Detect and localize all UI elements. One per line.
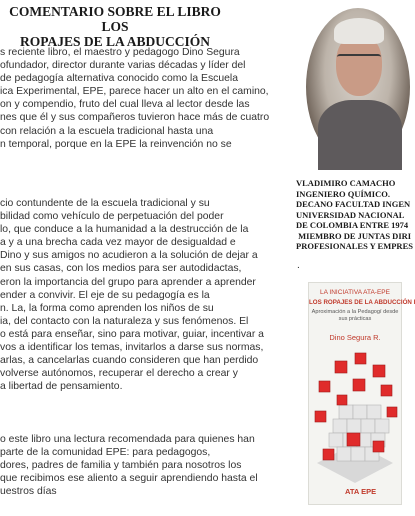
cubes-illustration (309, 345, 401, 485)
paragraph-intro: s reciente libro, el maestro y pedagogo Dino Segura ofundador, director durante varias décadas y líder del de pedagogía alternativa conocido como la Escuela ica Experimental, EPE, parece hacer un alto en el camino, on y compendio, fruto del cual lleva al lector desde las nes que él y sus compañeros tuvieron hace más de cuatro con relación a la escuela tradicional hasta una n temporal, porque en la EPE la reinvención no se (0, 47, 270, 150)
paragraph-critique: cio contundente de la escuela tradicional y su bilidad como vehículo de perpetuación del poder lo, que conduce a la humanidad a la destrucción de la a y a una brecha cada vez mayor de desigualdad e Dino y sus amigos no acudieron a la solución de dejar a en sus casas, con los medios para ser autodidactas, eron la importancia del grupo para aprender a aprender ender a convivir. El eje de su pedagogía es la n. La, la forma como aprenden los niños de su ia, del contacto con la naturaleza y sus fenómenos. El o está para enseñar, sino para motivar, guiar, incentivar a vos a identificar los temas, invitarlos a darse sus normas, arlas, a cancelarlas cuando consideren que han perdido volverse autónomos, recuperar el derecho a crear y a libertad de pensamiento. (0, 198, 264, 393)
bio-dot: . (297, 260, 300, 271)
book-publisher-logo (345, 487, 376, 496)
book-subtitle: Aproximación a la Pedagogí desde sus prácticas (311, 309, 399, 322)
paragraph-recommendation: o este libro una lectura recomendada para quienes han parte de la comunidad EPE: para pedagogos, dores, padres de familia y también para nosotros los que recibimos ese aliento a seguir aprendiendo hasta el uestros días (0, 434, 258, 498)
bio-line: MIEMBRO DE JUNTAS DIRI (296, 230, 412, 241)
article-title-line-1: COMENTARIO SOBRE EL LIBRO LOS (9, 4, 221, 34)
bio-line: VLADIMIRO CAMACHO (296, 178, 396, 188)
author-portrait (306, 8, 410, 166)
article-title-line-2: ROPAJES DE LA ABDUCCIÓN (20, 34, 210, 49)
bio-line: DECANO FACULTAD INGEN (296, 199, 411, 209)
book-title: LOS ROPAJES DE LA ABDUCCIÓN I (309, 299, 415, 306)
book-cover (308, 282, 415, 505)
bio-line: PROFESIONALES Y EMPRES (296, 241, 413, 251)
author-bio (296, 178, 413, 252)
article-title (0, 4, 230, 49)
logo-epe: EPE (361, 487, 377, 496)
book-author: Dino Segura R. (329, 333, 381, 342)
bio-line: UNIVERSIDAD NACIONAL (296, 209, 405, 220)
book-brand: LA INICIATIVA ATA-EPE (320, 289, 390, 296)
bio-line: INGENIERO QUÍMICO. (296, 188, 390, 199)
bio-line: DE COLOMBIA ENTRE 1974 (296, 220, 409, 230)
logo-ata: ATA (345, 487, 360, 496)
